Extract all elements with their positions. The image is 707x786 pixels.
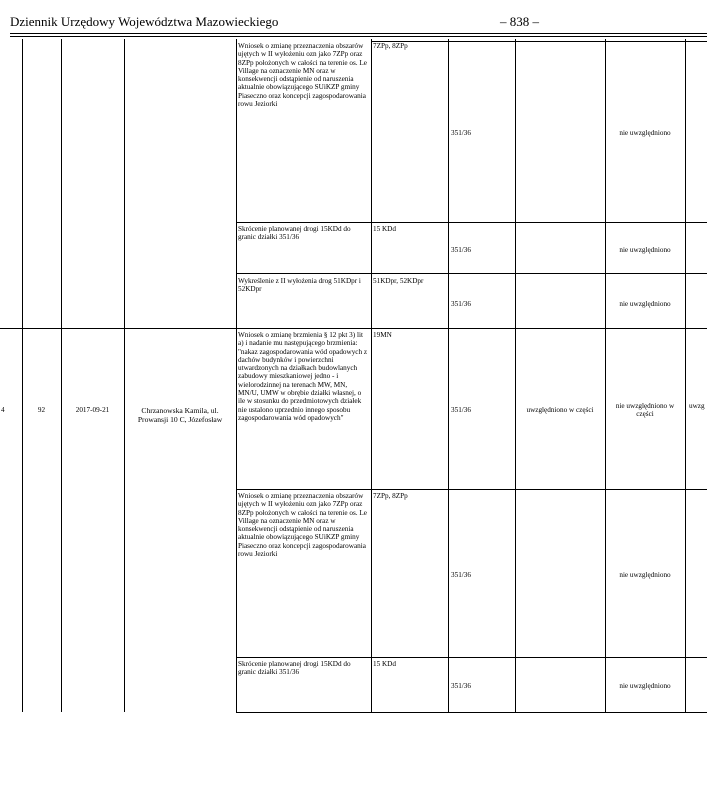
grid-line: [124, 39, 125, 712]
decision-text: uwzględniono w części: [526, 406, 594, 414]
decision-text: nie uwzględniono: [619, 571, 671, 579]
grid-line: [236, 657, 707, 658]
row-number: 92: [37, 406, 46, 414]
decision-text: nie uwzględniono: [619, 682, 671, 690]
plot-number: 351/36: [451, 300, 471, 308]
grid-line: [236, 489, 707, 490]
designation-text: 15 KDd: [373, 225, 396, 233]
designation-text: 19MN: [373, 331, 392, 339]
plot-number: 351/36: [451, 246, 471, 254]
plot-number: 351/36: [451, 571, 471, 579]
grid-line: [685, 39, 686, 713]
designation-text: 7ZPp, 8ZPp: [373, 492, 408, 500]
header-rule-bottom: [10, 36, 707, 37]
request-text: Wykreślenie z II wyłożenia drog 51KDpr i 52KDpr: [238, 277, 361, 294]
header-rule-top: [10, 33, 707, 34]
grid-line: [448, 39, 449, 713]
request-text: Wniosek o zmianę przeznaczenia obszarów ujętych w II wyłożeniu ozn jako 7ZPp oraz 8ZPp położonych w całości na terenie os. Le Village na oznaczenie MN oraz w konsekwencji odstąpienie od naruszenia aktualnie obowiązującego SUiKZP gminy Piaseczno oraz koncepcji zagospodarowania rowu Jeziorki: [238, 42, 367, 109]
grid-line: [236, 39, 237, 713]
journal-title: Dziennik Urzędowy Województwa Mazowieckiego: [10, 14, 279, 29]
decision-text: nie uwzględniono w części: [615, 402, 675, 419]
grid-line: [61, 39, 62, 712]
grid-line: [236, 222, 707, 223]
page-header: [10, 14, 707, 32]
decision-text: nie uwzględniono: [619, 300, 671, 308]
decision-text: nie uwzględniono: [619, 246, 671, 254]
plot-number: 351/36: [451, 129, 471, 137]
grid-line: [22, 39, 23, 712]
grid-line: [371, 39, 372, 713]
decision-text-partial: uwzg: [689, 402, 705, 410]
grid-line: [515, 39, 516, 713]
applicant-name: Chrzanowska Kamila, ul. Prowansji 10 C, Józefosław: [137, 406, 223, 424]
grid-line: [0, 328, 707, 329]
decision-text: nie uwzględniono: [619, 129, 671, 137]
row-index-partial: 4: [1, 406, 5, 414]
request-text: Wniosek o zmianę przeznaczenia obszarów ujętych w II wyłożeniu ozn jako 7ZPp oraz 8ZPp położonych w całości na terenie os. Le Village na oznaczenie MN oraz w konsekwencji odstąpienie od naruszenia aktualnie obowiązującego SUiKZP gminy Piaseczno oraz koncepcji zagospodarowania rowu Jeziorki: [238, 492, 367, 559]
designation-text: 51KDpr, 52KDpr: [373, 277, 424, 285]
page-number: – 838 –: [500, 14, 539, 29]
plot-number: 351/36: [451, 406, 471, 414]
designation-text: 15 KDd: [373, 660, 396, 668]
grid-line: [236, 273, 707, 274]
request-text: Wniosek o zmianę brzmienia § 12 pkt 3) lit a) i nadanie mu następującego brzmienia: "nakaz zagospodarowania wód opadowych z dachów budynków i powierzchni utwardzonych na działkach budowlanych zabudowy mieszkaniowej jedno - i wielorodzinnej na terenach MW, MN, MN/U, UMW w obrębie działki własnej, o ile w stosunku do przedmiotowych działek nie ustalono uprzednio innego sposobu zagospodarowania wód opadowych": [238, 331, 368, 422]
grid-line: [236, 712, 707, 713]
request-text: Skrócenie planowanej drogi 15KDd do granic działki 351/36: [238, 660, 351, 677]
grid-line: [605, 39, 606, 713]
request-text: Skrócenie planowanej drogi 15KDd do granic działki 351/36: [238, 225, 351, 242]
submission-date: 2017-09-21: [75, 406, 110, 414]
designation-text: 7ZPp, 8ZPp: [373, 42, 408, 50]
plot-number: 351/36: [451, 682, 471, 690]
